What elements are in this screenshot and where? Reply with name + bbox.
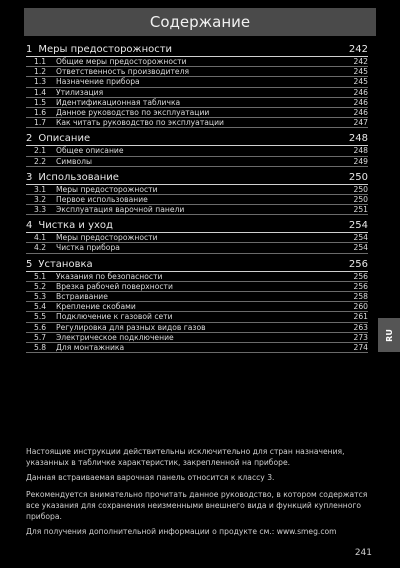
toc-entry-page: 250 bbox=[353, 194, 368, 204]
toc-entry-number: 5.5 bbox=[34, 312, 47, 322]
toc-entry-page: 250 bbox=[353, 184, 368, 194]
toc-entry-page: 256 bbox=[353, 271, 368, 281]
toc-entry-number: 3.3 bbox=[34, 205, 47, 215]
toc-entry[interactable] bbox=[26, 88, 368, 98]
toc-entry-page: 260 bbox=[353, 302, 368, 312]
toc-section-title: Меры предосторожности bbox=[38, 44, 173, 55]
toc-entry-number: 1.4 bbox=[34, 87, 47, 97]
toc-entry[interactable] bbox=[26, 185, 368, 195]
toc-entry-title: Ответственность производителя bbox=[56, 67, 190, 77]
toc-entry[interactable] bbox=[26, 333, 368, 343]
toc-section-number: 3 bbox=[26, 171, 33, 183]
toc-entry-title: Указания по безопасности bbox=[56, 271, 163, 281]
toc-entry-page: 263 bbox=[353, 322, 368, 332]
toc-entry[interactable] bbox=[26, 205, 368, 215]
toc-section-heading[interactable] bbox=[26, 259, 368, 272]
toc-entry-number: 4.2 bbox=[34, 243, 47, 253]
page-header bbox=[24, 8, 376, 36]
toc-entry-title: Меры предосторожности bbox=[56, 184, 158, 194]
toc-entry[interactable] bbox=[26, 272, 368, 282]
toc-entry[interactable] bbox=[26, 243, 368, 253]
toc-section-title: Использование bbox=[38, 171, 119, 183]
toc-section-page: 254 bbox=[348, 220, 368, 232]
toc-entry-number: 5.4 bbox=[34, 302, 47, 312]
toc-entry-page: 254 bbox=[353, 243, 368, 253]
toc-entry-page: 246 bbox=[353, 87, 368, 97]
toc-entry-page: 248 bbox=[353, 146, 368, 156]
toc-entry-page: 251 bbox=[353, 205, 368, 215]
toc-entry-number: 5.6 bbox=[34, 322, 47, 332]
toc-entry-title: Встраивание bbox=[56, 292, 108, 301]
toc-entry-number: 1.2 bbox=[34, 67, 47, 77]
toc-entry-number: 5.8 bbox=[34, 342, 47, 352]
toc-entry-title: Общие меры предосторожности bbox=[56, 57, 187, 66]
toc-entry-page: 274 bbox=[353, 342, 368, 352]
toc-entry-number: 5.7 bbox=[34, 332, 47, 342]
toc-entry-number: 1.6 bbox=[34, 107, 47, 117]
toc-entry-title: Меры предосторожности bbox=[56, 233, 158, 243]
footer-note-countries: Настоящие инструкции действительны исключительно для стран назначения, указанных в табличке характеристик, закрепленной на приборе. bbox=[26, 447, 345, 467]
toc-section bbox=[26, 259, 368, 354]
footer-note-read: Рекомендуется внимательно прочитать данное руководство, в котором содержатся все указания для сохранения неизменными внешнего вида и функций купленного прибора. bbox=[26, 490, 368, 521]
toc-section-heading[interactable] bbox=[26, 133, 368, 146]
toc-entry[interactable] bbox=[26, 146, 368, 156]
toc-entry-number: 2.1 bbox=[34, 146, 47, 156]
toc-entry-title: Для монтажника bbox=[56, 342, 125, 352]
toc-section-number: 2 bbox=[26, 133, 33, 145]
toc-entry-title: Символы bbox=[56, 156, 92, 166]
toc-entry-title: Первое использование bbox=[56, 194, 148, 204]
language-tab-label: RU bbox=[384, 328, 394, 342]
toc-entry-page: 261 bbox=[353, 312, 368, 322]
toc-section-title: Чистка и уход bbox=[38, 220, 113, 232]
toc-entry-number: 5.3 bbox=[34, 292, 47, 301]
toc-section bbox=[26, 220, 368, 253]
toc-entry-title: Подключение к газовой сети bbox=[56, 312, 173, 322]
toc-section-page: 248 bbox=[348, 133, 368, 145]
toc-entry-number: 1.7 bbox=[34, 118, 47, 128]
table-of-contents bbox=[26, 44, 368, 358]
toc-entry[interactable] bbox=[26, 323, 368, 333]
toc-section-page: 242 bbox=[348, 44, 368, 55]
toc-entry[interactable] bbox=[26, 343, 368, 353]
toc-entry-title: Назначение прибора bbox=[56, 77, 140, 87]
toc-entry-page: 242 bbox=[353, 57, 368, 66]
toc-entry[interactable] bbox=[26, 57, 368, 67]
toc-entry[interactable] bbox=[26, 292, 368, 302]
toc-entry-page: 256 bbox=[353, 281, 368, 291]
toc-entry-title: Как читать руководство по эксплуатации bbox=[56, 118, 224, 128]
toc-section-title: Описание bbox=[38, 133, 91, 145]
toc-section bbox=[26, 44, 368, 128]
toc-entry-page: 245 bbox=[353, 67, 368, 77]
toc-entry[interactable] bbox=[26, 118, 368, 128]
toc-entry-title: Эксплуатация варочной панели bbox=[56, 205, 185, 215]
page-title: Содержание bbox=[149, 13, 251, 31]
toc-entry-number: 5.2 bbox=[34, 281, 47, 291]
toc-entry-number: 2.2 bbox=[34, 156, 47, 166]
toc-section bbox=[26, 172, 368, 216]
toc-entry-page: 246 bbox=[353, 97, 368, 107]
toc-entry-title: Регулировка для разных видов газов bbox=[56, 322, 206, 332]
toc-section-number: 5 bbox=[26, 258, 33, 270]
toc-entry-page: 245 bbox=[353, 77, 368, 87]
toc-section-title: Установка bbox=[38, 258, 93, 270]
footer-notes bbox=[26, 446, 376, 541]
toc-entry-number: 4.1 bbox=[34, 233, 47, 243]
toc-section-heading[interactable] bbox=[26, 220, 368, 233]
toc-entry-page: 247 bbox=[353, 118, 368, 128]
toc-section-page: 250 bbox=[348, 171, 368, 183]
toc-entry-number: 1.3 bbox=[34, 77, 47, 87]
toc-entry-title: Крепление скобами bbox=[56, 302, 136, 312]
toc-section-heading[interactable] bbox=[26, 172, 368, 185]
toc-section-heading[interactable] bbox=[26, 44, 368, 57]
page-number: 241 bbox=[354, 548, 372, 558]
toc-section-number: 4 bbox=[26, 220, 33, 232]
language-tab bbox=[378, 318, 400, 352]
toc-entry-page: 249 bbox=[353, 156, 368, 166]
toc-entry[interactable] bbox=[26, 67, 368, 77]
toc-entry-number: 1.5 bbox=[34, 97, 47, 107]
toc-entry-number: 5.1 bbox=[34, 271, 47, 281]
toc-entry[interactable] bbox=[26, 282, 368, 292]
toc-section bbox=[26, 133, 368, 166]
toc-entry-title: Чистка прибора bbox=[56, 243, 120, 253]
toc-entry[interactable] bbox=[26, 77, 368, 87]
toc-entry-title: Общее описание bbox=[56, 146, 124, 156]
toc-section-number: 1 bbox=[26, 44, 33, 55]
toc-entry-page: 254 bbox=[353, 233, 368, 243]
toc-entry-title: Электрическое подключение bbox=[56, 332, 174, 342]
toc-entry-page: 258 bbox=[353, 292, 368, 301]
toc-entry[interactable] bbox=[26, 157, 368, 167]
toc-entry[interactable] bbox=[26, 98, 368, 108]
toc-entry[interactable] bbox=[26, 312, 368, 322]
toc-entry-title: Данное руководство по эксплуатации bbox=[56, 107, 210, 117]
toc-section-page: 256 bbox=[348, 258, 368, 270]
toc-entry-title: Утилизация bbox=[56, 87, 104, 97]
toc-entry-title: Идентификационная табличка bbox=[56, 97, 181, 107]
toc-entry-number: 3.1 bbox=[34, 184, 47, 194]
toc-entry-number: 3.2 bbox=[34, 194, 47, 204]
toc-entry[interactable] bbox=[26, 195, 368, 205]
toc-entry-number: 1.1 bbox=[34, 57, 47, 66]
toc-entry[interactable] bbox=[26, 302, 368, 312]
footer-note-class: Данная встраиваемая варочная панель относится к классу 3. bbox=[26, 473, 275, 482]
toc-entry[interactable] bbox=[26, 108, 368, 118]
footer-note-info: Для получения дополнительной информации о продукте см.: www.smeg.com bbox=[26, 527, 337, 536]
toc-entry-page: 246 bbox=[353, 107, 368, 117]
toc-entry-page: 273 bbox=[353, 332, 368, 342]
toc-entry-title: Врезка рабочей поверхности bbox=[56, 281, 173, 291]
toc-entry[interactable] bbox=[26, 233, 368, 243]
